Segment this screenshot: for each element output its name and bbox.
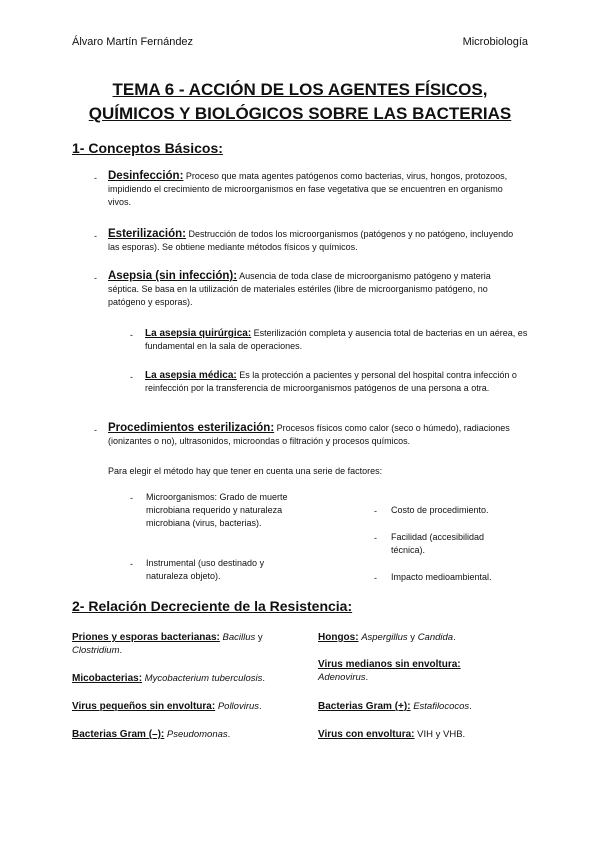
resistance-virus-pequenos xyxy=(72,700,312,713)
bullet-dash: - xyxy=(374,506,377,516)
organism-clostridium: Clostridium xyxy=(72,645,120,656)
factor-instrumental: Instrumental (uso destinado y naturaleza objeto). xyxy=(146,558,265,581)
term-procedimientos: Procedimientos esterilización: xyxy=(108,422,275,434)
section-2-heading: 2- Relación Decreciente de la Resistencia: xyxy=(72,598,353,614)
bullet-dash: - xyxy=(94,173,97,183)
factor-costo: Costo de procedimiento. xyxy=(391,505,489,515)
organism-bacillus: Bacillus xyxy=(222,632,256,643)
definition-asepsia-quirurgica xyxy=(145,327,530,353)
term-asepsia-quirurgica: La asepsia quirúrgica: xyxy=(145,328,252,339)
resistance-virus-envoltura xyxy=(318,728,538,741)
organism-estafilococos: Estafilococos xyxy=(413,701,470,712)
period: . xyxy=(262,673,266,684)
header-author: Álvaro Martín Fernández xyxy=(72,36,194,48)
text-asepsia-quirurgica: Esterilización completa y ausencia total de bacterias en un aérea, es fundamental en la sala de operaciones. xyxy=(145,328,528,351)
organism-pollovirus: Pollovirus xyxy=(217,701,260,712)
definition-procedimientos xyxy=(108,422,513,448)
definition-desinfeccion xyxy=(108,170,508,209)
term-gram-positivas: Bacterias Gram (+): xyxy=(318,701,411,712)
text-desinfeccion: Proceso que mata agentes patógenos como bacterias, virus, hongos, protozoos, impidiendo el crecimiento de microorganismos en fase vegetativa que se encuentren en organismo vivos. xyxy=(108,171,508,207)
factor-microorganismos: Microorganismos: Grado de muerte microbiana requerido y naturaleza microbiana (virus, bacterias). xyxy=(146,492,288,528)
resistance-priones xyxy=(72,631,297,657)
term-desinfeccion: Desinfección: xyxy=(108,170,184,182)
organism-pseudomonas: Pseudomonas xyxy=(166,729,228,740)
title-line-2: QUÍMICOS Y BIOLÓGICOS SOBRE LAS BACTERIAS xyxy=(88,104,512,123)
term-priones: Priones y esporas bacterianas: xyxy=(72,632,220,643)
factor-impacto: Impacto medioambiental. xyxy=(391,572,492,582)
period: . xyxy=(453,632,456,643)
period: . xyxy=(227,729,231,740)
definition-asepsia-medica xyxy=(145,369,520,395)
period: . xyxy=(365,672,369,683)
resistance-virus-medianos xyxy=(318,658,518,684)
period: . xyxy=(259,701,262,712)
text-asepsia: Ausencia de toda clase de microorganismo patógeno y materia séptica. Se basa en la utilización de materiales estériles (libre de microorganismo patógeno, no patógeno y esporas). xyxy=(108,271,491,307)
resistance-gram-positivas xyxy=(318,700,538,713)
bullet-dash: - xyxy=(94,273,97,283)
bullet-dash: - xyxy=(374,573,377,583)
definition-esterilizacion xyxy=(108,228,518,254)
organism-aspergillus: Aspergillus xyxy=(361,632,408,643)
text-virus-envoltura: VIH y VHB. xyxy=(414,729,466,740)
term-gram-negativas: Bacterias Gram (–): xyxy=(72,729,165,740)
definition-asepsia xyxy=(108,270,516,309)
term-virus-medianos: Virus medianos sin envoltura: xyxy=(318,659,461,670)
connector: y xyxy=(255,632,263,643)
bullet-dash: - xyxy=(94,231,97,241)
resistance-gram-negativas xyxy=(72,728,312,741)
text-esterilizacion: Destrucción de todos los microorganismos (patógenos y no patógeno, incluyendo las esporas). Se obtiene mediante métodos físicos y químicos. xyxy=(108,229,514,252)
bullet-dash: - xyxy=(94,425,97,435)
resistance-micobacterias xyxy=(72,672,312,685)
period: . xyxy=(469,701,472,712)
organism-candida: Candida xyxy=(417,632,454,643)
bullet-dash: - xyxy=(130,330,133,340)
page-title xyxy=(0,78,600,126)
factors-intro: Para elegir el método hay que tener en cuenta una serie de factores: xyxy=(108,466,383,476)
resistance-hongos xyxy=(318,631,538,644)
title-line-1: TEMA 6 - ACCIÓN DE LOS AGENTES FÍSICOS, xyxy=(112,80,488,99)
term-virus-pequenos: Virus pequeños sin envoltura: xyxy=(72,701,216,712)
bullet-dash: - xyxy=(130,493,133,503)
bullet-dash: - xyxy=(130,559,133,569)
organism-mycobacterium: Mycobacterium tuberculosis xyxy=(144,673,263,684)
bullet-dash: - xyxy=(374,533,377,543)
organism-adenovirus: Adenovirus xyxy=(318,672,366,683)
section-1-heading: 1- Conceptos Básicos: xyxy=(72,140,223,156)
header-subject: Microbiología xyxy=(462,36,528,48)
factor-facilidad: Facilidad (accesibilidad técnica). xyxy=(391,532,485,555)
term-esterilizacion: Esterilización: xyxy=(108,228,186,240)
term-virus-envoltura: Virus con envoltura: xyxy=(318,729,415,740)
term-micobacterias: Micobacterias: xyxy=(72,673,143,684)
term-asepsia-medica: La asepsia médica: xyxy=(145,370,237,381)
connector: y xyxy=(407,632,418,643)
bullet-dash: - xyxy=(130,372,133,382)
text-procedimientos: Procesos físicos como calor (seco o húmedo), radiaciones (ionizantes o no), ultrasonidos, microondas o filtración y procesos químicos. xyxy=(108,423,510,446)
term-asepsia: Asepsia (sin infección): xyxy=(108,270,238,282)
term-hongos: Hongos: xyxy=(318,632,359,643)
text-asepsia-medica: Es la protección a pacientes y personal del hospital contra infección o reinfección por la transferencia de microorganismos patógenos de una persona a otra. xyxy=(145,370,517,393)
period: . xyxy=(119,645,123,656)
